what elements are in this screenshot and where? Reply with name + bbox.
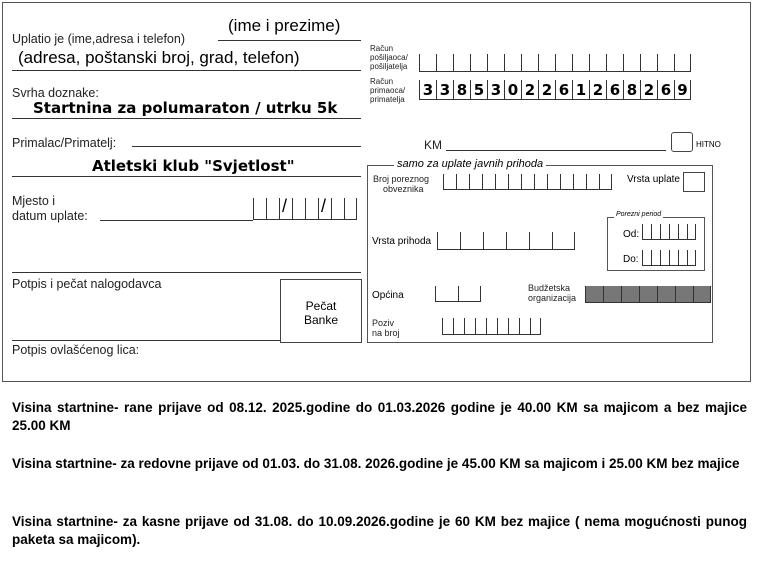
porezni-label-1: Broj poreznog [373, 174, 430, 184]
mjesto-line [100, 220, 253, 221]
poziv-cell [475, 318, 486, 335]
poziv-cell [442, 318, 453, 335]
account-cell [470, 54, 487, 72]
account-cell [555, 54, 572, 72]
porezni-cell [534, 174, 547, 190]
porezni-period-label: Porezni period [616, 211, 662, 218]
account-digit: 0 [504, 80, 521, 100]
account-cell [589, 54, 606, 72]
account-cell [521, 54, 538, 72]
account-cell [640, 54, 657, 72]
porezni-cell [599, 174, 612, 190]
info-regular-registration: Visina startnine- za redovne prijave od 01.03. do 31.08. 2026.godine je 45.00 KM sa majicom i 25.00 KM bez majice [12, 456, 740, 471]
date-cell [344, 198, 357, 220]
account-digit: 3 [419, 80, 436, 100]
porezni-cell [547, 174, 560, 190]
uplatio-line [218, 40, 361, 41]
prihoda-cell [506, 232, 529, 250]
account-cell [606, 54, 623, 72]
od-label: Od: [623, 229, 640, 240]
period-cell [678, 224, 687, 240]
poziv-cell [486, 318, 497, 335]
racun-posiljaoca-label-1: Račun [370, 44, 394, 53]
potpis-nalogodavca-line [12, 340, 280, 341]
potpis-top-line [12, 272, 361, 273]
account-digit: 9 [674, 80, 691, 100]
date-cell [331, 198, 344, 220]
porezni-broj-field[interactable] [443, 174, 612, 190]
account-cell [504, 54, 521, 72]
uplatio-label: Uplatio je (ime,adresa i telefon) [12, 32, 185, 46]
period-cell [660, 250, 669, 266]
porezni-cell [573, 174, 586, 190]
hitno-checkbox[interactable] [671, 132, 693, 152]
date-cell [266, 198, 279, 220]
racun-primaoca-label-1: Račun [370, 77, 394, 86]
date-slash-2: / [321, 196, 327, 216]
porezni-cell [469, 174, 482, 190]
period-cell [660, 224, 669, 240]
address-line [12, 70, 361, 71]
budzetska-label [528, 283, 576, 303]
primalac-value[interactable]: Atletski klub "Svjetlost" [92, 157, 295, 175]
period-cell [642, 224, 651, 240]
date-field[interactable] [253, 198, 357, 220]
porezni-cell [495, 174, 508, 190]
account-cell [453, 54, 470, 72]
racun-primaoca-label [370, 77, 405, 104]
do-date-field[interactable] [642, 250, 696, 266]
porezni-cell [521, 174, 534, 190]
primalac-line-2 [12, 176, 361, 177]
potpis-lica-label: Potpis ovlašćenog lica: [12, 343, 140, 357]
period-cell [642, 250, 651, 266]
opcina-field[interactable] [435, 286, 481, 302]
racun-primaoca-field[interactable] [419, 80, 691, 100]
period-cell [669, 224, 678, 240]
budget-cell [621, 286, 639, 303]
date-cell [292, 198, 305, 220]
account-digit: 1 [572, 80, 589, 100]
account-cell [572, 54, 589, 72]
racun-posiljaoca-label-3: pošiljatelja [370, 62, 408, 71]
budget-cell [675, 286, 693, 303]
porezni-cell [482, 174, 495, 190]
racun-primaoca-label-3: primatelja [370, 95, 405, 104]
poziv-label-1: Poziv [372, 318, 395, 328]
account-digit: 6 [555, 80, 572, 100]
prihoda-cell [483, 232, 506, 250]
vrsta-uplate-label: Vrsta uplate [627, 174, 680, 185]
vrsta-uplate-box[interactable] [683, 172, 705, 192]
account-cell [674, 54, 691, 72]
budget-cell [585, 286, 603, 303]
prihoda-cell [437, 232, 460, 250]
hitno-label: HITNO [696, 140, 721, 149]
account-cell [436, 54, 453, 72]
javni-prihodi-title: samo za uplate javnih prihoda [394, 158, 546, 170]
period-cell [651, 224, 660, 240]
racun-posiljaoca-field[interactable] [419, 54, 691, 72]
account-digit: 2 [521, 80, 538, 100]
account-digit: 8 [623, 80, 640, 100]
period-cell [687, 250, 696, 266]
svrha-label: Svrha doznake: [12, 86, 99, 100]
potpis-nalogodavca-label: Potpis i pečat nalogodavca [12, 277, 162, 291]
period-cell [651, 250, 660, 266]
prihoda-cell [460, 232, 483, 250]
account-cell [487, 54, 504, 72]
info-late-registration: Visina startnine- za kasne prijave od 31.08. do 10.09.2026.godine je 60 KM bez majice ( nema mogućnosti punog paketa sa majicom). [12, 514, 747, 547]
account-digit: 6 [657, 80, 674, 100]
porezni-label [373, 174, 429, 194]
racun-posiljaoca-label-2: pošiljaoca/ [370, 53, 408, 62]
km-label: KM [424, 138, 442, 152]
account-cell [419, 54, 436, 72]
primalac-label: Primalac/Primatelj: [12, 136, 117, 150]
date-slash-1: / [282, 196, 288, 216]
account-cell [657, 54, 674, 72]
opcina-cell [458, 286, 481, 302]
account-digit: 2 [640, 80, 657, 100]
svrha-value[interactable]: Startnina za polumaraton / utrku 5k [33, 99, 338, 117]
prihoda-cell [552, 232, 575, 250]
account-digit: 3 [487, 80, 504, 100]
budget-cell [693, 286, 711, 303]
poziv-cell [453, 318, 464, 335]
svrha-line [12, 118, 361, 119]
mjesto-label-2: datum uplate: [12, 209, 88, 223]
porezni-label-2: obveznika [383, 184, 424, 194]
account-digit: 3 [436, 80, 453, 100]
budget-cell [639, 286, 657, 303]
poziv-cell [497, 318, 508, 335]
period-cell [669, 250, 678, 266]
primalac-line [132, 146, 361, 147]
period-cell [687, 224, 696, 240]
account-digit: 2 [589, 80, 606, 100]
budzetska-label-2: organizacija [528, 293, 577, 303]
poziv-cell [519, 318, 530, 335]
date-cell [253, 198, 266, 220]
racun-posiljaoca-label [370, 44, 408, 71]
km-line [446, 150, 666, 151]
porezni-cell [586, 174, 599, 190]
pecat-banke-box [280, 279, 362, 343]
poziv-field[interactable] [442, 318, 541, 335]
vrsta-prihoda-label: Vrsta prihoda [372, 236, 432, 247]
poziv-label-2: na broj [372, 328, 400, 338]
account-cell [623, 54, 640, 72]
poziv-label [372, 318, 400, 338]
porezni-cell [508, 174, 521, 190]
poziv-cell [508, 318, 519, 335]
uplatio-name-value[interactable]: (ime i prezime) [228, 16, 341, 35]
account-digit: 5 [470, 80, 487, 100]
racun-primaoca-label-2: primaoca/ [370, 86, 406, 95]
budget-cell [603, 286, 621, 303]
budzetska-label-1: Budžetska [528, 283, 571, 293]
budzetska-field [585, 286, 711, 303]
account-digit: 2 [538, 80, 555, 100]
account-digit: 8 [453, 80, 470, 100]
poziv-cell [464, 318, 475, 335]
pecat-banke-label-2: Banke [303, 313, 339, 327]
info-early-registration: Visina startnine- rane prijave od 08.12. 2025.godine do 01.03.2026 godine je 40.00 KM sa majicom a bez majice 25.00 KM [12, 400, 747, 433]
mjesto-label-1: Mjesto i [12, 194, 56, 208]
budget-cell [657, 286, 675, 303]
od-date-field[interactable] [642, 224, 696, 240]
date-cell [305, 198, 318, 220]
prihoda-cell [529, 232, 552, 250]
vrsta-prihoda-field[interactable] [437, 232, 575, 250]
opcina-cell [435, 286, 458, 302]
account-digit: 6 [606, 80, 623, 100]
porezni-cell [560, 174, 573, 190]
account-cell [538, 54, 555, 72]
porezni-cell [456, 174, 469, 190]
opcina-label: Općina [372, 290, 404, 301]
pecat-banke-label-1: Pečat [305, 299, 337, 313]
do-label: Do: [623, 254, 639, 265]
poziv-cell [530, 318, 541, 335]
uplatio-address-value[interactable]: (adresa, poštanski broj, grad, telefon) [18, 48, 300, 67]
porezni-cell [443, 174, 456, 190]
period-cell [678, 250, 687, 266]
